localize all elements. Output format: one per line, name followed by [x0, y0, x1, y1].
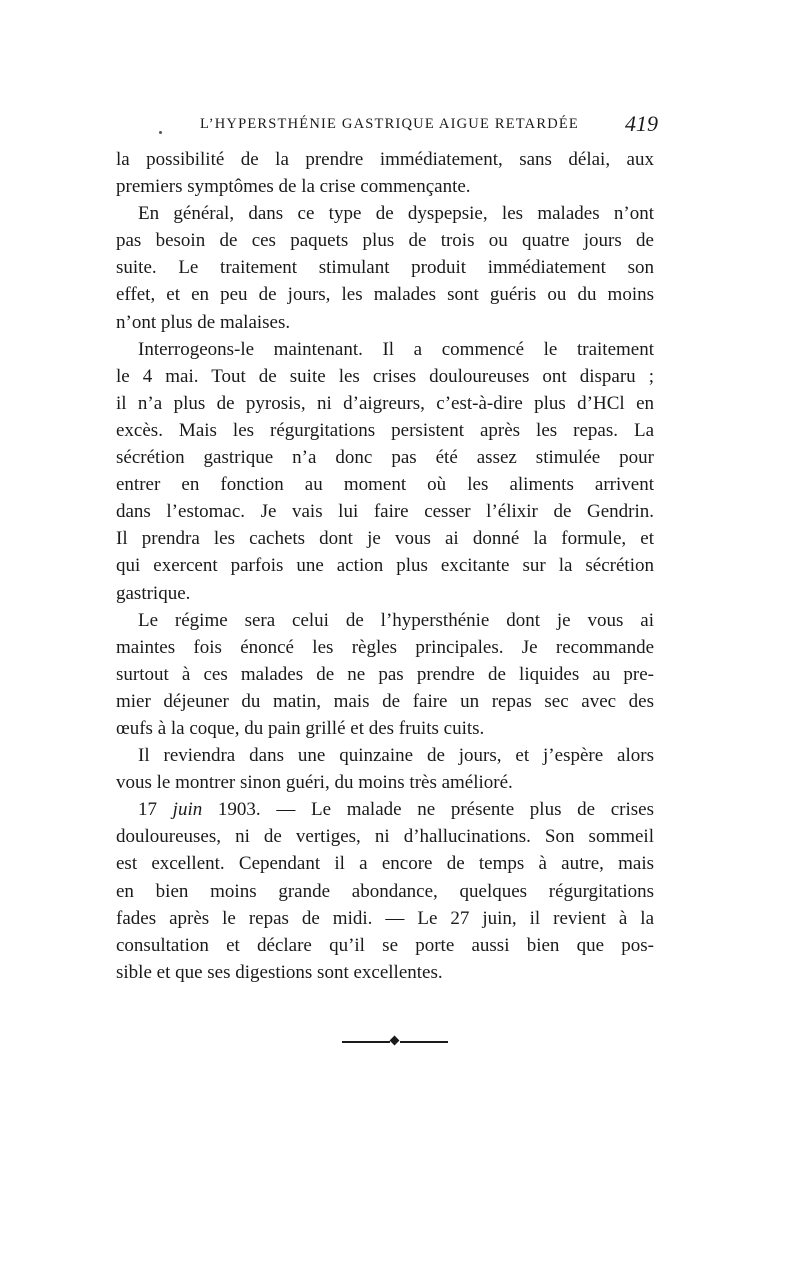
text-line: En général, dans ce type de dyspepsie, les malades n’ont [138, 203, 654, 225]
text-line: excès. Mais les régurgitations persistent après les repas. La [116, 419, 654, 441]
text-line: œufs à la coque, du pain grillé et des fruits cuits. [116, 717, 485, 739]
separator-rule-right [400, 1041, 448, 1043]
separator-rule-left [342, 1041, 390, 1043]
text-line: en bien moins grande abondance, quelques régurgitations [116, 880, 654, 902]
text-line: pas besoin de ces paquets plus de trois ou quatre jours de [116, 230, 654, 252]
text-line: Le régime sera celui de l’hypersthénie dont je vous ai [138, 609, 654, 631]
text-line: 17 juin 1903. — Le malade ne présente plus de crises [138, 799, 654, 821]
section-separator [342, 1037, 448, 1047]
text-line: premiers symptômes de la crise commençante. [116, 176, 471, 198]
text-line: sible et que ses digestions sont excellentes. [116, 961, 443, 983]
running-title: L’HYPERSTHÉNIE GASTRIQUE AIGUE RETARDÉE [200, 116, 579, 132]
text-line: mier déjeuner du matin, mais de faire un repas sec avec des [116, 690, 654, 712]
text-line: effet, et en peu de jours, les malades sont guéris ou du moins [116, 284, 654, 306]
text-line: dans l’estomac. Je vais lui faire cesser l’élixir de Gendrin. [116, 501, 654, 523]
text-line: n’ont plus de malaises. [116, 311, 291, 333]
text-line: sécrétion gastrique n’a donc pas été assez stimulée pour [116, 447, 654, 469]
text-line: maintes fois énoncé les règles principales. Je recommande [116, 636, 654, 658]
text-line: fades après le repas de midi. — Le 27 juin, il revient à la [116, 907, 654, 929]
text-line: douloureuses, ni de vertiges, ni d’hallucinations. Son sommeil [116, 826, 654, 848]
text-line: le 4 mai. Tout de suite les crises douloureuses ont disparu ; [116, 365, 654, 387]
text-line: est excellent. Cependant il a encore de temps à autre, mais [116, 853, 654, 875]
text-line: Interrogeons-le maintenant. Il a commencé le traitement [138, 338, 654, 360]
ink-dot [159, 131, 162, 134]
text-line: suite. Le traitement stimulant produit immédiatement son [116, 257, 654, 279]
text-line: la possibilité de la prendre immédiatement, sans délai, aux [116, 149, 654, 170]
text-line: Il reviendra dans une quinzaine de jours, et j’espère alors [138, 745, 654, 767]
body-text [116, 146, 654, 986]
text-line: vous le montrer sinon guéri, du moins très amélioré. [116, 772, 513, 794]
text-line: Il prendra les cachets dont je vous ai donné la formule, et [116, 528, 654, 550]
text-line: qui exercent parfois une action plus excitante sur la sécrétion [116, 555, 654, 577]
text-line: consultation et déclare qu’il se porte aussi bien que pos- [116, 934, 654, 956]
page-number: 419 [625, 111, 658, 136]
text-line: gastrique. [116, 582, 191, 604]
text-line: entrer en fonction au moment où les aliments arrivent [116, 474, 654, 496]
text-line: il n’a plus de pyrosis, ni d’aigreurs, c’est-à-dire plus d’HCl en [116, 392, 654, 414]
separator-diamond-icon [390, 1036, 400, 1046]
text-line: surtout à ces malades de ne pas prendre de liquides au pre- [116, 663, 654, 685]
